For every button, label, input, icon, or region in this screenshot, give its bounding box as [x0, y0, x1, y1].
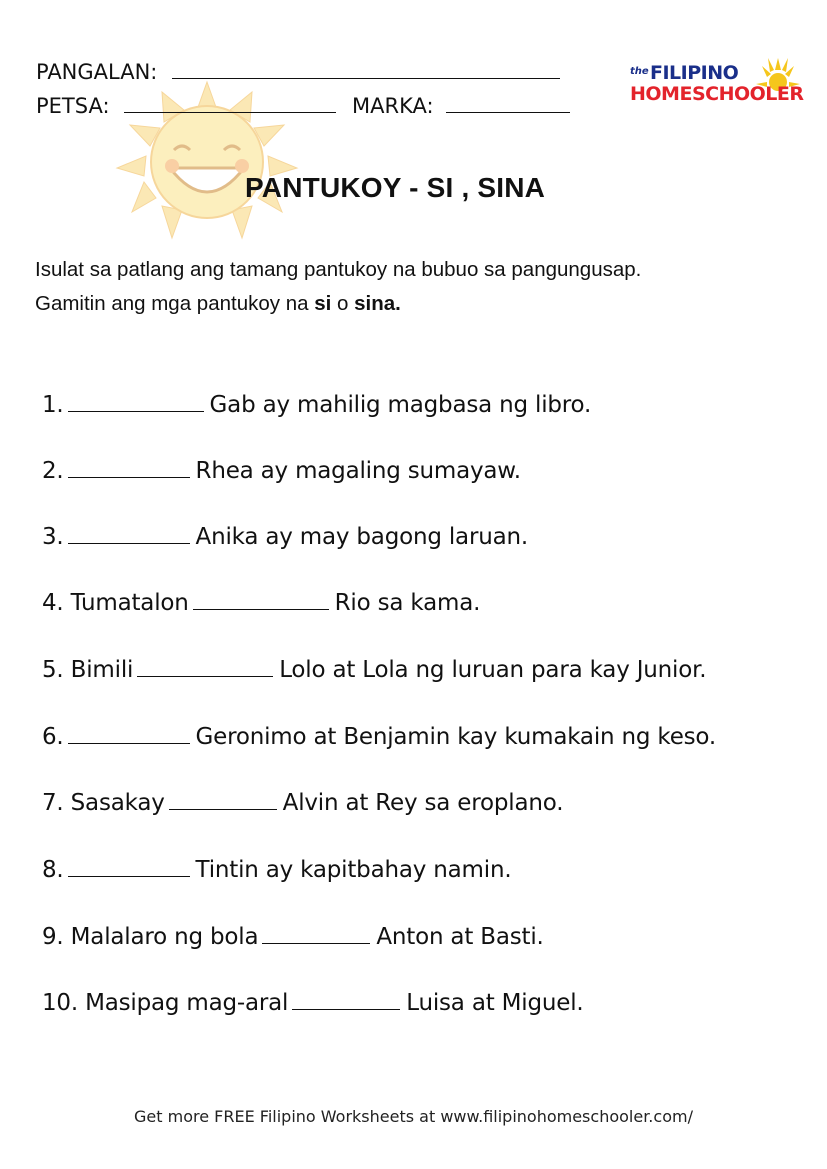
- answer-blank[interactable]: [68, 742, 190, 744]
- exercise-item: [42, 458, 521, 484]
- answer-blank[interactable]: [68, 542, 190, 544]
- name-label: PANGALAN:: [36, 60, 158, 84]
- keyword-sina: sina.: [354, 292, 401, 315]
- item-prefix: 2.: [42, 458, 64, 484]
- answer-blank[interactable]: [292, 1008, 400, 1010]
- instruction-or: o: [331, 292, 355, 315]
- name-row: [36, 60, 560, 84]
- instruction-line-2: [35, 292, 401, 316]
- item-prefix: 4. Tumatalon: [42, 590, 189, 616]
- exercise-item: [42, 924, 544, 950]
- date-row: [36, 94, 336, 118]
- instruction-text: Gamitin ang mga pantukoy na: [35, 292, 315, 315]
- item-prefix: 5. Bimili: [42, 657, 134, 683]
- exercise-item: [42, 657, 706, 683]
- footer-text: Get more FREE Filipino Worksheets at www.filipinohomeschooler.com/: [134, 1107, 693, 1126]
- exercise-item: [42, 524, 528, 550]
- logo-the-text: the: [630, 66, 649, 77]
- keyword-si: si: [314, 292, 332, 315]
- item-suffix: Lolo at Lola ng luruan para kay Junior.: [279, 657, 707, 683]
- answer-blank[interactable]: [193, 608, 329, 610]
- instruction-line-1: Isulat sa patlang ang tamang pantukoy na bubuo sa pangungusap.: [35, 258, 642, 281]
- item-suffix: Geronimo at Benjamin kay kumakain ng keso.: [195, 724, 717, 750]
- item-suffix: Anika ay may bagong laruan.: [195, 524, 528, 550]
- logo-filipino-text: FILIPINO: [650, 62, 739, 84]
- item-prefix: 8.: [42, 857, 64, 883]
- exercise-item: [42, 590, 480, 616]
- name-field[interactable]: [172, 78, 560, 79]
- filipino-homeschooler-logo: [628, 62, 803, 110]
- answer-blank[interactable]: [68, 410, 204, 412]
- answer-blank[interactable]: [137, 675, 273, 677]
- answer-blank[interactable]: [68, 476, 190, 478]
- answer-blank[interactable]: [262, 942, 370, 944]
- item-prefix: 1.: [42, 392, 64, 418]
- item-suffix: Gab ay mahilig magbasa ng libro.: [209, 392, 592, 418]
- exercise-item: [42, 990, 584, 1016]
- item-suffix: Rhea ay magaling sumayaw.: [195, 458, 521, 484]
- item-prefix: 7. Sasakay: [42, 790, 165, 816]
- item-prefix: 10. Masipag mag-aral: [42, 990, 289, 1016]
- item-prefix: 9. Malalaro ng bola: [42, 924, 259, 950]
- grade-row: [352, 94, 570, 118]
- item-suffix: Luisa at Miguel.: [406, 990, 584, 1016]
- exercise-item: [42, 790, 563, 816]
- answer-blank[interactable]: [169, 808, 277, 810]
- item-suffix: Rio sa kama.: [334, 590, 481, 616]
- item-suffix: Tintin ay kapitbahay namin.: [195, 857, 512, 883]
- logo-homeschooler-text: HOMESCHOOLER: [630, 83, 804, 105]
- date-field[interactable]: [124, 112, 336, 113]
- exercise-item: [42, 392, 591, 418]
- answer-blank[interactable]: [68, 875, 190, 877]
- item-prefix: 6.: [42, 724, 64, 750]
- date-label: PETSA:: [36, 94, 110, 118]
- worksheet-title: PANTUKOY - SI , SINA: [245, 172, 546, 203]
- item-prefix: 3.: [42, 524, 64, 550]
- grade-label: MARKA:: [352, 94, 434, 118]
- item-suffix: Alvin at Rey sa eroplano.: [282, 790, 564, 816]
- exercise-item: [42, 724, 716, 750]
- grade-field[interactable]: [446, 112, 570, 113]
- item-suffix: Anton at Basti.: [376, 924, 544, 950]
- exercise-item: [42, 857, 511, 883]
